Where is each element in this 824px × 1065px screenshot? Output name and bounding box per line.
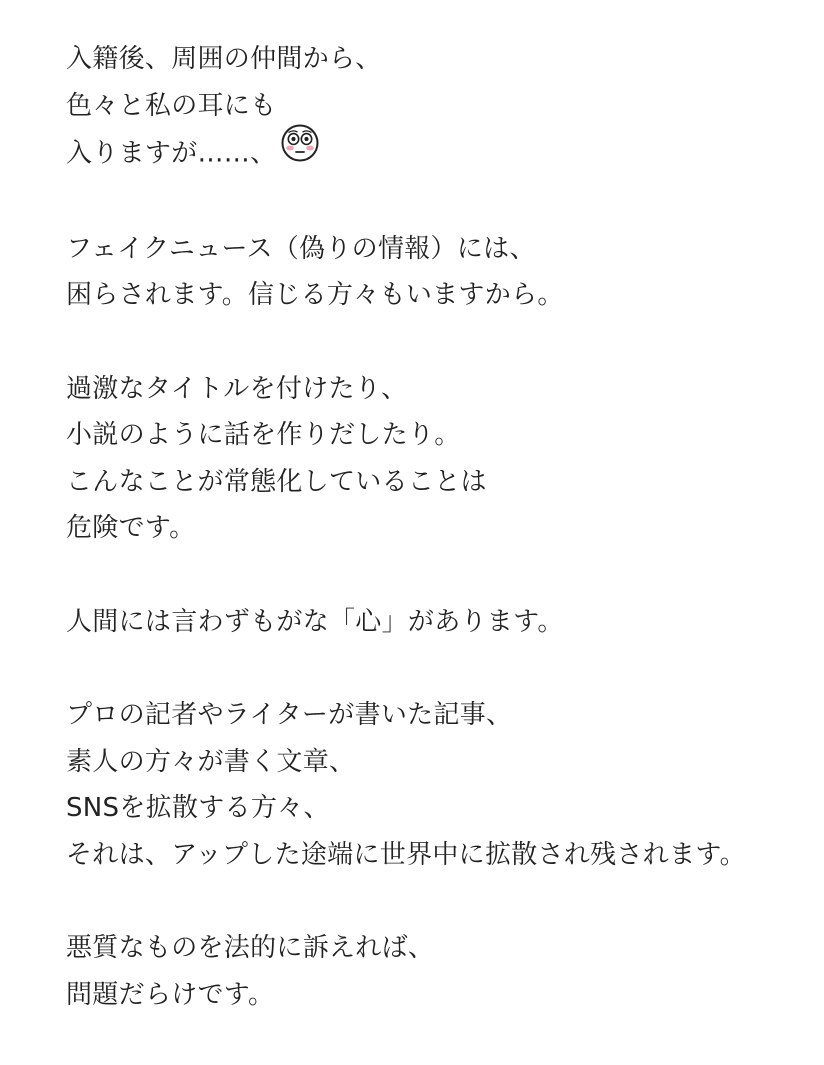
paragraph-4	[66, 599, 816, 646]
text-line: 色々と私の耳にも	[66, 90, 277, 121]
paragraph-6	[66, 925, 816, 1018]
text-line: 素人の方々が書く文章、	[66, 746, 356, 777]
paragraph-5	[66, 692, 816, 878]
text-line: 困らされます。信じる方々もいますから。	[66, 280, 564, 310]
flushed-face-icon	[280, 123, 320, 179]
text-line: 問題だらけです。	[66, 979, 275, 1010]
paragraph-2	[66, 226, 816, 319]
text-line: 小説のように話を作りだしたり。	[66, 420, 461, 450]
paragraph-3	[66, 366, 816, 552]
text-line: プロの記者やライターが書いた記事、	[66, 700, 513, 730]
text-line: 悪質なものを法的に訴えれば、	[66, 933, 435, 963]
text-line: それは、アップした途端に世界中に拡散され残されます。	[66, 839, 746, 870]
text-line: SNSを拡散する方々、	[66, 793, 330, 823]
article-body	[66, 36, 816, 1065]
text-line: こんなことが常態化していることは	[66, 466, 487, 497]
text-line	[66, 129, 816, 179]
text-line: フェイクニュース（偽りの情報）には、	[66, 233, 536, 264]
text-line: 入籍後、周囲の仲間から、	[66, 44, 382, 74]
text-line: 過激なタイトルを付けたり、	[66, 373, 408, 404]
text-line: 危険です。	[66, 513, 196, 543]
text-line: 人間には言わずもがな「心」があります。	[66, 606, 564, 637]
paragraph-1	[66, 36, 816, 179]
text-line-content: 入りますが……、	[66, 138, 277, 169]
